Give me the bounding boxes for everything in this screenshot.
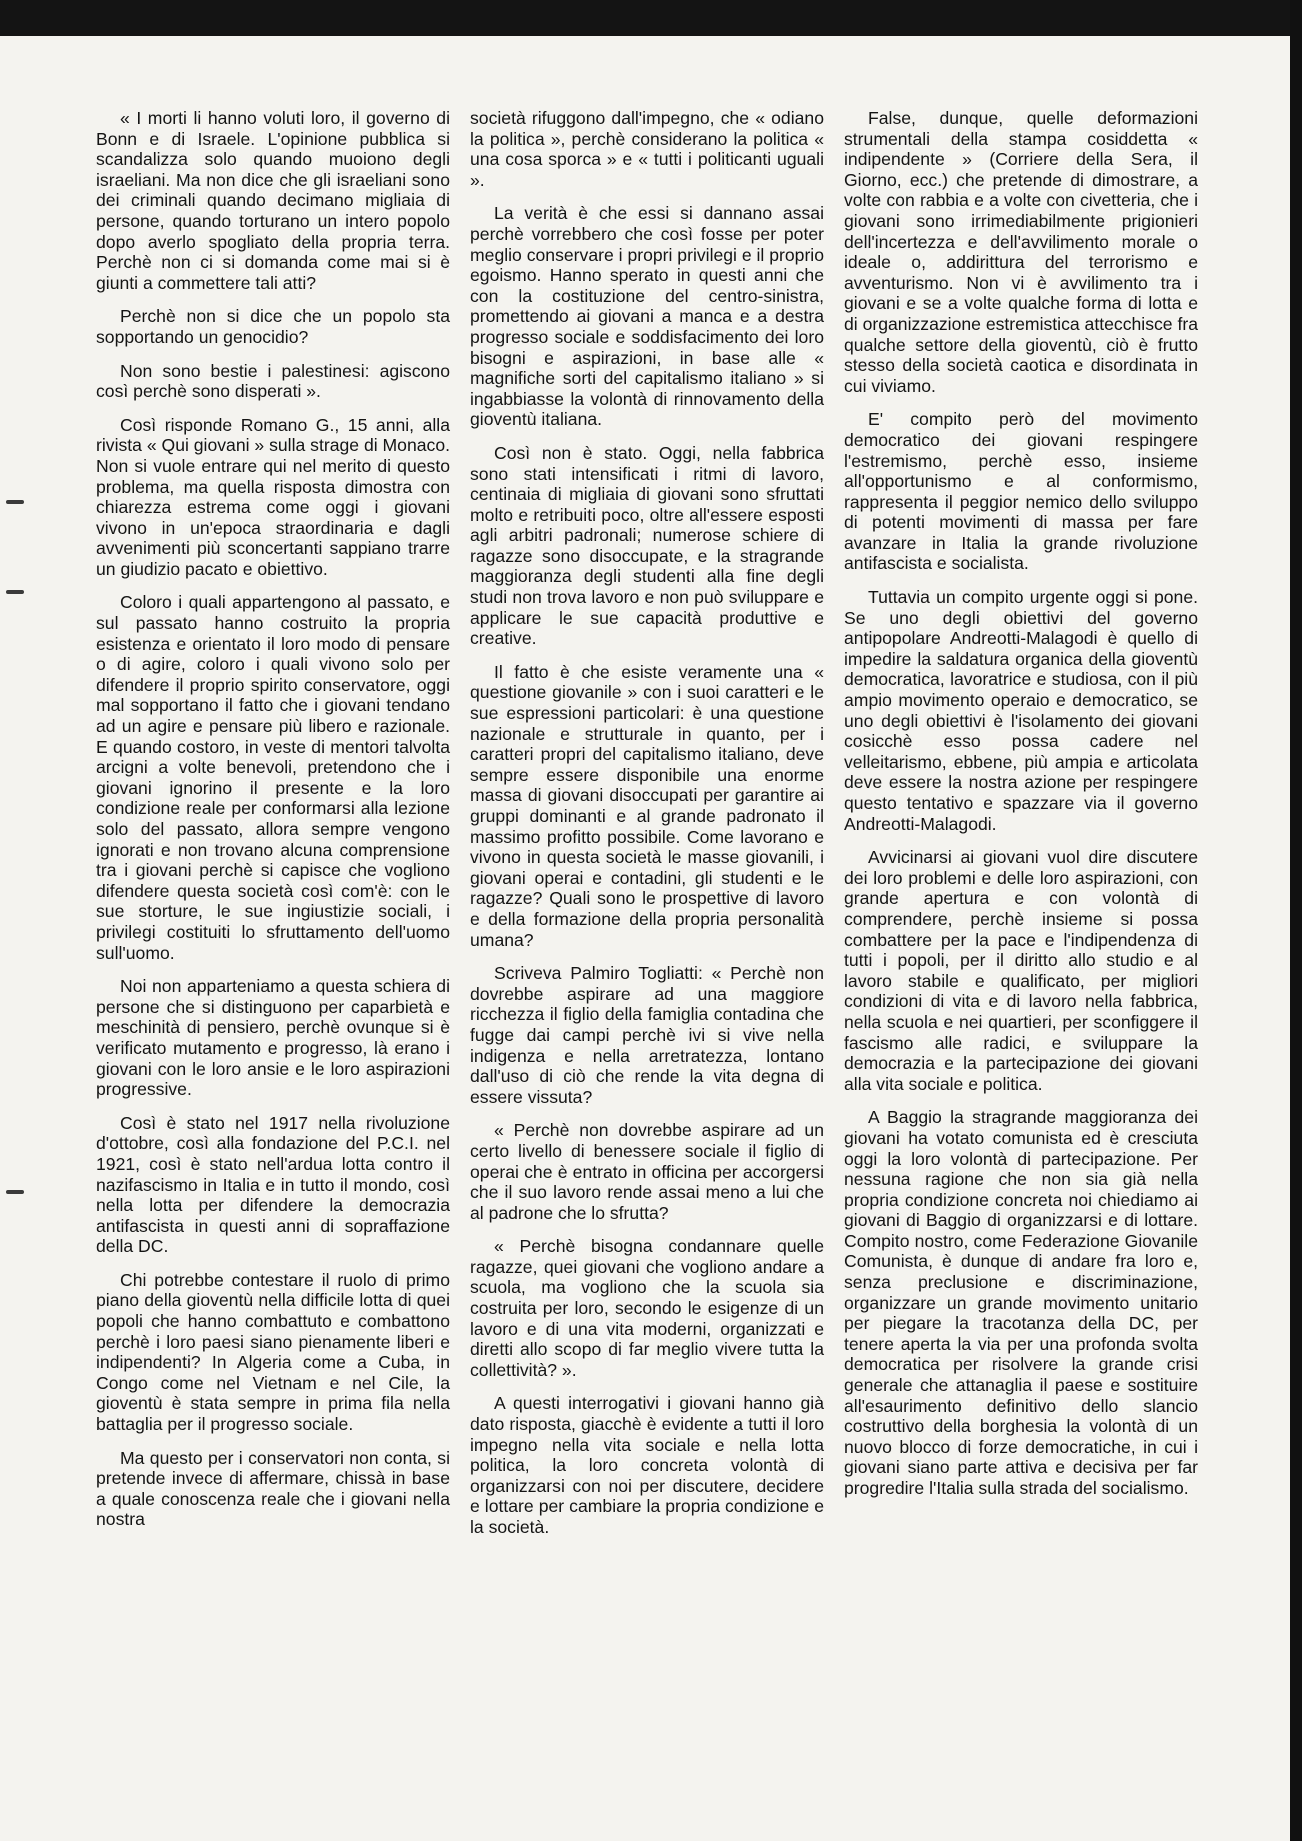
paragraph: Avvicinarsi ai giovani vuol dire discutere dei loro problemi e delle loro aspirazioni, con grande apertura e con volontà di comprendere, perchè insieme si possa combattere per la pace e l'indipendenza di tutti i popoli, per il diritto allo studio e al lavoro stabile e qualificato, per migliori condizioni di vita e di lavoro nella fabbrica, nella scuola e nei quartieri, per sconfiggere il fascismo alle radici, e sviluppare la democrazia e la partecipazione dei giovani alla vita sociale e politica.: [844, 847, 1198, 1094]
paragraph: Il fatto è che esiste veramente una « questione giovanile » con i suoi caratteri e le sue espressioni particolari: è una questione nazionale e strutturale in quanto, per i caratteri propri del capitalismo italiano, deve sempre essere disponibile una enorme massa di giovani disoccupati per garantire ai gruppi dominanti e al grande padronato il massimo profitto possibile. Come lavorano e vivono in questa società le masse giovanili, i giovani operai e contadini, gli studenti e le ragazze? Quali sono le prospettive di lavoro e della formazione della propria personalità umana?: [470, 661, 824, 950]
paragraph: A Baggio la stragrande maggioranza dei giovani ha votato comunista ed è cresciuta oggi la loro volontà di partecipazione. Per nessuna ragione che non sia già nella propria condizione concreta noi chiediamo ai giovani di Baggio di organizzarsi e di lottare. Compito nostro, come Federazione Giovanile Comunista, è dunque di andare fra loro e, senza preclusione e discriminazione, organizzare un grande movimento unitario per piegare la tracotanza della DC, per tenere aperta la via per una profonda svolta democratica per risolvere la grande crisi generale che attanaglia il paese e sostituire all'esaurimento definitivo dello slancio costruttivo della borghesia la volontà di un nuovo blocco di forze democratiche, in cui i giovani siano parte attiva e decisiva per far progredire l'Italia sulla strada del socialismo.: [844, 1107, 1198, 1498]
paragraph: Tuttavia un compito urgente oggi si pone. Se uno degli obiettivi del governo antipopolare Andreotti-Malagodi è quello di impedire la saldatura organica della gioventù democratica, lavoratrice e studiosa, con il più ampio movimento operaio e democratico, se uno degli obiettivi è l'isolamento dei giovani cosicchè esso possa cadere nel velleitarismo, ebbene, più ampia e articolata deve essere la nostra azione per respingere questo tentativo e spazzare via il governo Andreotti-Malagodi.: [844, 587, 1198, 834]
scan-right-border: [1290, 0, 1302, 1841]
paragraph: Non sono bestie i palestinesi: agiscono così perchè sono disperati ».: [96, 360, 450, 402]
margin-mark: [6, 1190, 24, 1194]
margin-mark: [6, 590, 24, 594]
paragraph: Ma questo per i conservatori non conta, si pretende invece di affermare, chissà in base a quale conoscenza reale che i giovani nella nostra: [96, 1447, 450, 1530]
document-page: [0, 36, 1290, 1841]
text-column-2: [470, 108, 824, 1551]
paragraph: « Perchè bisogna condannare quelle ragazze, quei giovani che vogliono andare a scuola, ma vogliono che la scuola sia costruita per loro, secondo le esigenze di un lavoro e di una vita moderni, organizzati e diretti allo scopo di far meglio vivere tutta la collettività? ».: [470, 1236, 824, 1380]
paragraph: Così è stato nel 1917 nella rivoluzione d'ottobre, così alla fondazione del P.C.I. nel 1921, così è stato nell'ardua lotta contro il nazifascismo in Italia e in tutto il mondo, così nella lotta per difendere la democrazia antifascista in questi anni di sopraffazione della DC.: [96, 1112, 450, 1257]
paragraph: « Perchè non dovrebbe aspirare ad un certo livello di benessere sociale il figlio di operai che è entrato in officina per accorgersi che il suo lavoro rende assai meno a lui che al padrone che lo sfrutta?: [470, 1120, 824, 1223]
text-column-3: [844, 108, 1198, 1512]
paragraph: Coloro i quali appartengono al passato, e sul passato hanno costruito la propria esistenza e orientato il loro modo di pensare o di agire, coloro i quali vivono solo per difendere il proprio spirito conservatore, oggi mal sopportano il fatto che i giovani tendano ad un agire e pensare più libero e razionale. E quando costoro, in veste di mentori talvolta arcigni a volte benevoli, pretendono che i giovani ignorino il presente e la loro condizione reale per conformarsi alla lezione solo del passato, allora sempre vengono ignorati e non trovano alcuna comprensione tra i giovani perchè si capisce che vogliono difendere questa società così com'è: con le sue storture, le sue ingiustizie sociali, i privilegi costituiti lo sfruttamento dell'uomo sull'uomo.: [96, 592, 450, 963]
margin-mark: [6, 500, 24, 504]
paragraph: False, dunque, quelle deformazioni strumentali della stampa cosiddetta « indipendente » (Corriere della Sera, il Giorno, ecc.) che pretende di dimostrare, a volte con rabbia e a volte con civetteria, che i giovani sono irrimediabilmente prigionieri dell'incertezza e dell'avvilimento morale o ideale o, addirittura del terrorismo e avventurismo. Non vi è avvilimento tra i giovani e se a volte qualche forma di lotta e di organizzazione estremistica attecchisce fra qualche settore della gioventù, ciò è frutto stesso della società caotica e disordinata in cui viviamo.: [844, 108, 1198, 396]
paragraph: Chi potrebbe contestare il ruolo di primo piano della gioventù nella difficile lotta di quei popoli che hanno combattuto e combattono perchè i loro paesi siano pienamente liberi e indipendenti? In Algeria come a Cuba, in Congo come nel Vietnam e nel Cile, la gioventù è stata sempre in prima fila nella battaglia per il progresso sociale.: [96, 1269, 450, 1435]
text-column-1: [96, 108, 450, 1543]
paragraph: Noi non apparteniamo a questa schiera di persone che si distinguono per caparbietà e meschinità di pensiero, perchè ovunque si è verificato mutamento e progresso, là erano i giovani con le loro ansie e le loro aspirazioni progressive.: [96, 976, 450, 1100]
paragraph: Perchè non si dice che un popolo sta sopportando un genocidio?: [96, 306, 450, 347]
paragraph: A questi interrogativi i giovani hanno già dato risposta, giacchè è evidente a tutti il loro impegno nella vita sociale e nella lotta politica, la loro concreta volontà di organizzarsi con noi per discutere, decidere e lottare per cambiare la propria condizione e la società.: [470, 1393, 824, 1537]
paragraph: Così non è stato. Oggi, nella fabbrica sono stati intensificati i ritmi di lavoro, centinaia di migliaia di giovani sono sfruttati molto e retribuiti poco, oltre all'essere esposti agli arbitri padronali; numerose schiere di ragazze sono disoccupate, e la stragrande maggioranza degli studenti alla fine degli studi non trova lavoro e non può sviluppare e applicare le sue capacità produttive e creative.: [470, 442, 824, 649]
paragraph: « I morti li hanno voluti loro, il governo di Bonn e di Israele. L'opinione pubblica si scandalizza solo quando muoiono degli israeliani. Ma non dice che gli israeliani sono dei criminali quando decimano migliaia di persone, quando torturano un intero popolo dopo averlo spogliato della propria terra. Perchè non ci si domanda come mai si è giunti a commettere tali atti?: [96, 108, 450, 293]
paragraph: La verità è che essi si dannano assai perchè vorrebbero che così fosse per poter meglio conservare i propri privilegi e il proprio egoismo. Hanno sperato in questi anni che con la costituzione del centro-sinistra, promettendo ai giovani a manca e a destra progresso sociale e soddisfacimento dei loro bisogni e aspirazioni, in base alle « magnifiche sorti del capitalismo italiano » si ingabbiasse la volontà di rinnovamento della gioventù italiana.: [470, 203, 824, 430]
scan-top-border: [0, 0, 1302, 36]
paragraph: società rifuggono dall'impegno, che « odiano la politica », perchè considerano la politica « una cosa sporca » e « tutti i politicanti uguali ».: [470, 108, 824, 190]
paragraph: Così risponde Romano G., 15 anni, alla rivista « Qui giovani » sulla strage di Monaco. Non si vuole entrare qui nel merito di questo problema, ma quella risposta dimostra con chiarezza estrema come oggi i giovani vivono in un'epoca straordinaria e dagli avvenimenti più sconcertanti sappiano trarre un giudizio pacato e obiettivo.: [96, 414, 451, 579]
paragraph: E' compito però del movimento democratico dei giovani respingere l'estremismo, perchè esso, insieme all'opportunismo e al conformismo, rappresenta il peggior nemico dello sviluppo di potenti movimenti di massa per fare avanzare in Italia la grande rivoluzione antifascista e socialista.: [844, 409, 1198, 574]
paragraph: Scriveva Palmiro Togliatti: « Perchè non dovrebbe aspirare ad una maggiore ricchezza il figlio della famiglia contadina che fugge dai campi perchè ivi si vive nella indigenza e nella arretratezza, lontano dall'uso di ciò che rende la vita degna di essere vissuta?: [470, 963, 824, 1107]
